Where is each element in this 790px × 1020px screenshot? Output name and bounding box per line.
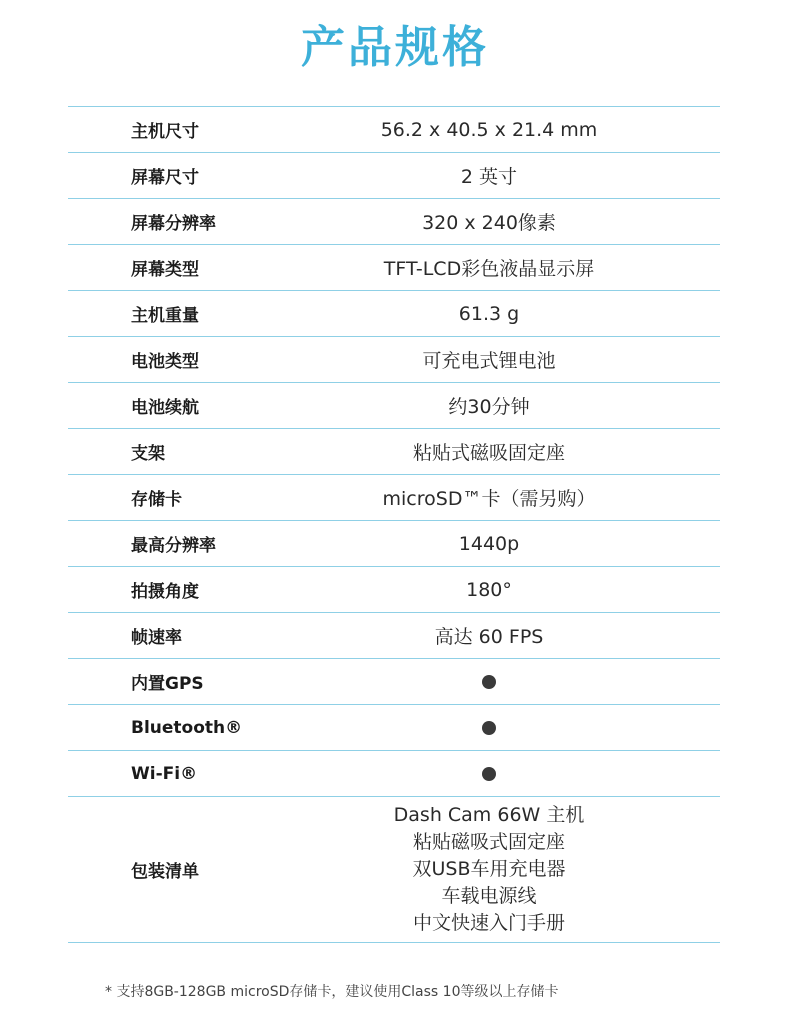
spec-row-battery-type [68,337,720,383]
package-item: 中文快速入门手册 [412,912,565,934]
spec-label: 主机尺寸 [131,122,199,142]
footnote: * 支持8GB-128GB microSD存储卡，建议使用Class 10等级以上存储卡 [105,984,559,1000]
spec-value: 约30分钟 [448,396,530,418]
spec-label: 电池类型 [131,352,199,372]
spec-row-max-resolution [68,521,720,567]
spec-value [308,671,720,693]
spec-label: 拍摄角度 [131,582,199,602]
package-item: 粘贴磁吸式固定座 [412,831,565,853]
spec-value: microSD™卡（需另购） [382,488,596,510]
spec-value [308,717,720,739]
spec-table [68,106,720,943]
package-item: Dash Cam 66W 主机 [393,804,585,826]
spec-label: 屏幕尺寸 [131,168,199,188]
package-item: 车载电源线 [441,885,537,907]
spec-value: 高达 60 FPS [434,626,544,648]
spec-row-storage-card [68,475,720,521]
spec-label: 主机重量 [131,306,199,326]
spec-row-screen-type [68,245,720,291]
spec-value: 可充电式锂电池 [422,350,556,372]
spec-label: Bluetooth® [131,717,243,738]
feature-check-dot-icon [482,767,496,781]
spec-label: 内置GPS [131,674,204,694]
spec-label: Wi-Fi® [131,763,198,784]
spec-row-package-contents [68,797,720,943]
feature-check-dot-icon [482,675,496,689]
spec-value: 1440p [458,532,520,555]
spec-value: 56.2 x 40.5 x 21.4 mm [380,118,598,141]
page-title: 产品规格 [301,22,489,73]
feature-check-dot-icon [482,721,496,735]
spec-row-screen-resolution [68,199,720,245]
spec-label: 包装清单 [131,862,199,882]
spec-row-host-size [68,107,720,153]
spec-row-view-angle [68,567,720,613]
spec-label: 帧速率 [131,628,182,648]
package-item: 双USB车用充电器 [412,858,566,880]
spec-value: 61.3 g [458,302,520,325]
spec-value: 320 x 240像素 [422,212,556,234]
spec-row-mount [68,429,720,475]
spec-value: 2 英寸 [460,166,518,188]
spec-label: 屏幕分辨率 [131,214,216,234]
spec-value: 粘贴式磁吸固定座 [412,442,565,464]
spec-label: 电池续航 [131,398,199,418]
spec-value: 180° [466,578,512,601]
spec-row-bluetooth [68,705,720,751]
spec-row-frame-rate [68,613,720,659]
spec-label: 最高分辨率 [131,536,216,556]
spec-value [308,763,720,785]
spec-row-weight [68,291,720,337]
spec-value: TFT-LCD彩色液晶显示屏 [383,258,595,280]
spec-row-battery-life [68,383,720,429]
spec-row-screen-size [68,153,720,199]
package-items [308,802,720,937]
spec-label: 屏幕类型 [131,260,199,280]
spec-label: 存储卡 [131,490,182,510]
spec-row-gps [68,659,720,705]
spec-row-wifi [68,751,720,797]
spec-label: 支架 [131,444,165,464]
